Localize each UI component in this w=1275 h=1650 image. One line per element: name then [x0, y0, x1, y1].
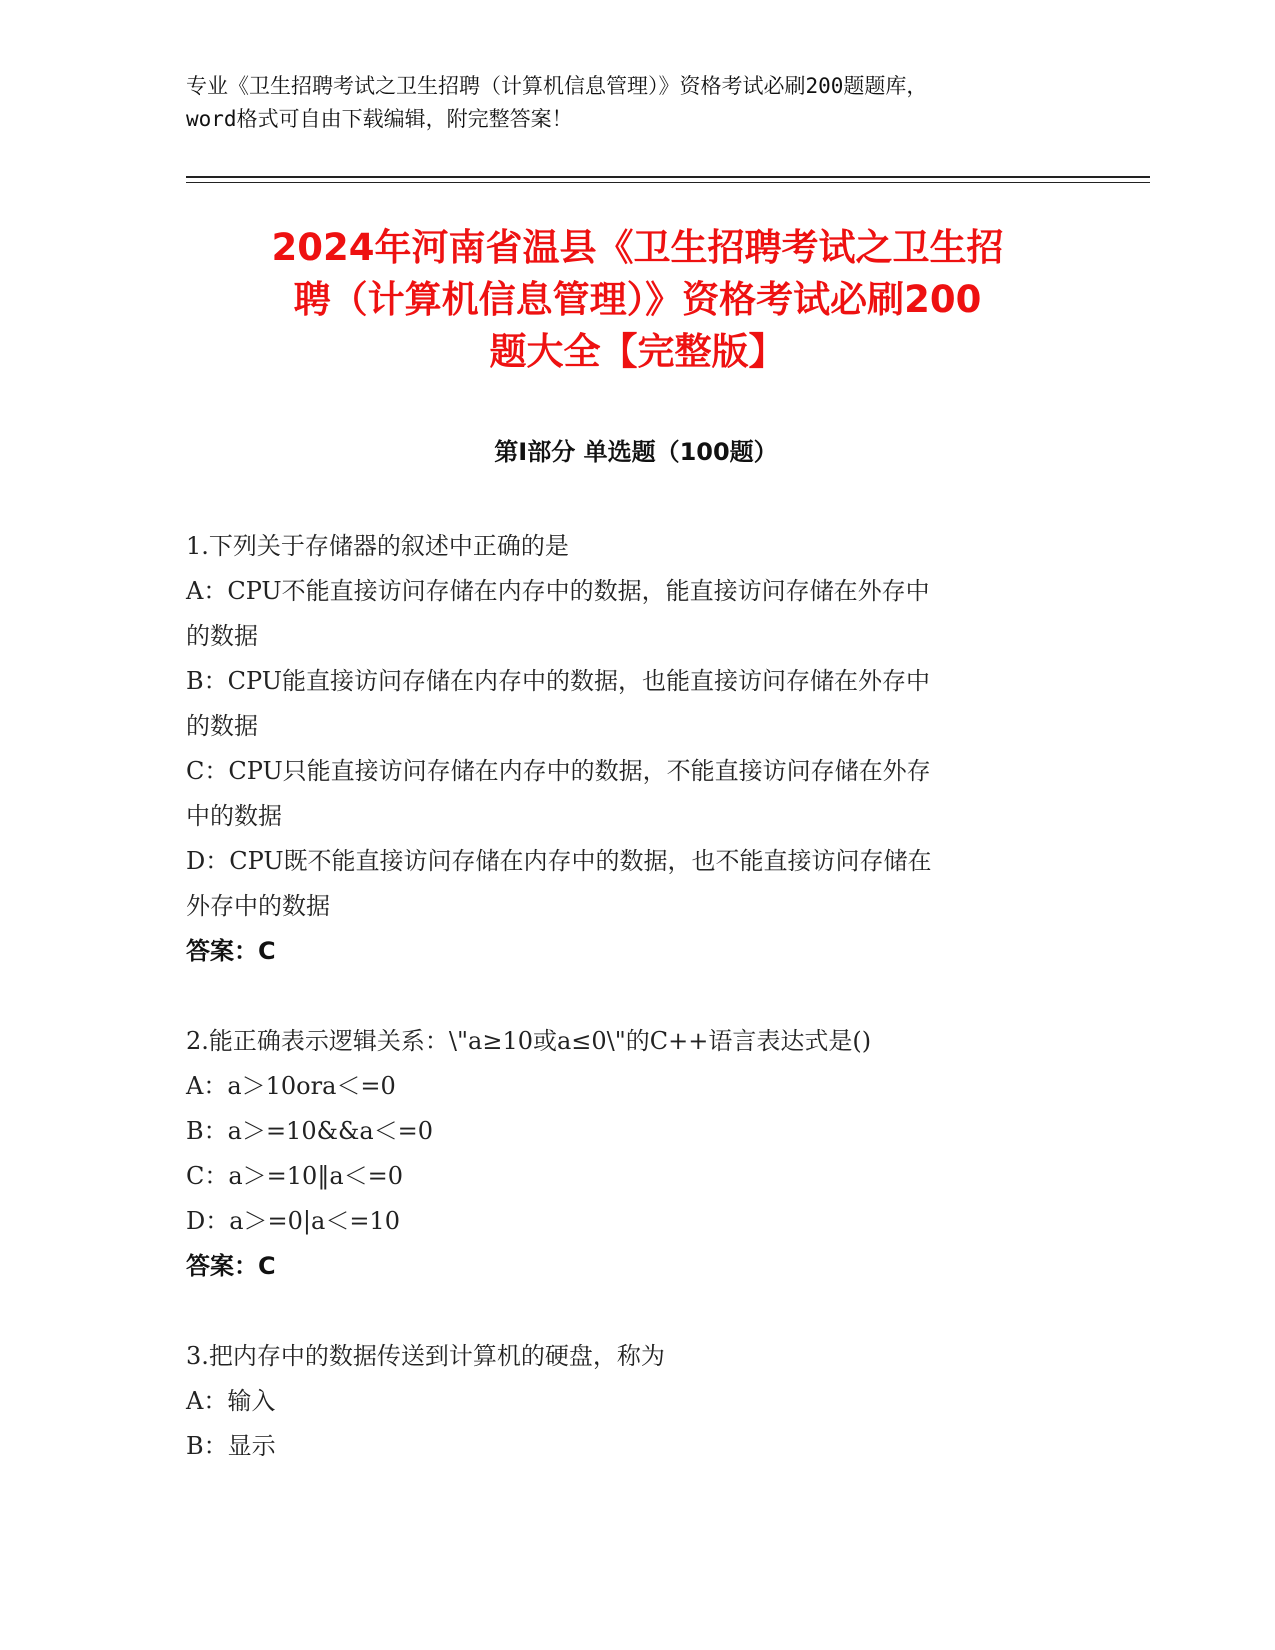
question-2-answer: 答案：C [186, 1252, 276, 1280]
question-1-option-a-cont: 的数据 [186, 622, 258, 650]
question-2-option-c: C：a＞=10‖a＜=0 [186, 1162, 404, 1190]
question-1-option-c: C：CPU只能直接访问存储在内存中的数据，不能直接访问存储在外存 [186, 757, 931, 785]
question-spacer [186, 1289, 1076, 1334]
question-2 [186, 1019, 1076, 1289]
question-spacer [186, 974, 1076, 1019]
question-1-answer: 答案：C [186, 937, 276, 965]
question-2-option-d: D：a＞=0|a＜=10 [186, 1207, 400, 1235]
header-divider-thick [186, 176, 1150, 178]
question-1-option-a: A：CPU不能直接访问存储在内存中的数据，能直接访问存储在外存中 [186, 577, 930, 605]
document-title-line-2: 聘（计算机信息管理）》资格考试必刷200 [293, 278, 982, 321]
question-1-option-b-cont: 的数据 [186, 712, 258, 740]
question-3-stem: 3.把内存中的数据传送到计算机的硬盘，称为 [186, 1342, 665, 1370]
question-1-option-d: D：CPU既不能直接访问存储在内存中的数据，也不能直接访问存储在 [186, 847, 932, 875]
question-1-option-c-cont: 中的数据 [186, 802, 282, 830]
header-note-line-2: word格式可自由下载编辑，附完整答案！ [186, 107, 573, 131]
question-2-option-a: A：a＞10ora＜=0 [186, 1072, 396, 1100]
question-3-option-a: A：输入 [186, 1387, 276, 1415]
header-divider-thin [186, 182, 1150, 183]
question-1 [186, 524, 1076, 974]
question-1-option-b: B：CPU能直接访问存储在内存中的数据，也能直接访问存储在外存中 [186, 667, 930, 695]
header-note [186, 70, 1086, 136]
question-3 [186, 1334, 1076, 1469]
document-title [160, 222, 1115, 378]
question-2-option-b: B：a＞=10&&a＜=0 [186, 1117, 434, 1145]
header-note-line-1: 专业《卫生招聘考试之卫生招聘（计算机信息管理）》资格考试必刷200题题库， [186, 74, 928, 98]
question-1-stem: 1.下列关于存储器的叙述中正确的是 [186, 532, 569, 560]
question-list [186, 524, 1076, 1469]
question-1-option-d-cont: 外存中的数据 [186, 892, 330, 920]
document-title-line-1: 2024年河南省温县《卫生招聘考试之卫生招 [271, 226, 1004, 269]
section-heading: 第Ⅰ部分 单选题（100题） [494, 438, 778, 466]
document-title-line-3: 题大全【完整版】 [489, 330, 786, 373]
question-3-option-b: B：显示 [186, 1432, 276, 1460]
question-2-stem: 2.能正确表示逻辑关系：\"a≥10或a≤0\"的C++语言表达式是() [186, 1027, 872, 1055]
